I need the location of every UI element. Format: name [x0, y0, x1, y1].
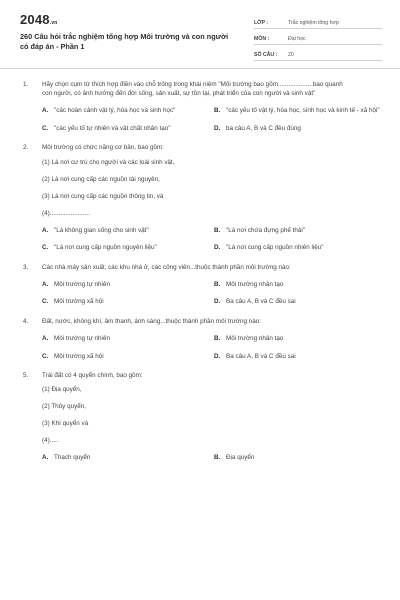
question-stem [23, 317, 380, 326]
option-text: Môi trường nhân tạo [226, 280, 284, 288]
option-d[interactable] [214, 244, 380, 253]
option-text: "các yếu tố tự nhiên và vật chất nhân tạo" [54, 124, 171, 132]
option-text: "Là không gian sống cho sinh vật" [54, 226, 149, 234]
option-letter: C. [42, 352, 49, 360]
option-letter: C. [42, 124, 49, 132]
option-b[interactable] [214, 227, 380, 236]
question-sub-item: (1) Địa quyển, [42, 386, 82, 394]
question-text: Đất, nước, không khí, âm thanh, ánh sáng...thuộc thành phần môi trường nào: [42, 317, 262, 325]
question-sub-item: (4)..... [42, 437, 59, 445]
question-sub-item: (3) Khí quyển và [42, 420, 89, 428]
question-1 [23, 80, 380, 133]
option-text: Ba câu A, B và C đều sai [226, 298, 296, 306]
meta-table [254, 15, 382, 63]
site-logo[interactable] [20, 12, 235, 27]
option-letter: A. [42, 335, 49, 343]
question-sub-item: (1) Là nơi cư trú cho người và các loài sinh vật, [42, 158, 175, 166]
option-grid [42, 454, 380, 463]
option-letter: D. [214, 298, 221, 306]
option-d[interactable] [214, 125, 380, 134]
option-a[interactable] [42, 454, 208, 463]
option-text: Địa quyển [226, 454, 255, 462]
brand-block [20, 12, 235, 63]
worksheet-header [20, 12, 382, 63]
option-text: Môi trường xã hội [54, 298, 104, 306]
question-sub-item: (4)....................... [42, 209, 90, 217]
option-b[interactable] [214, 454, 380, 463]
option-letter: A. [42, 226, 49, 234]
option-letter: D. [214, 244, 221, 252]
meta-key: LỚP : [254, 20, 269, 26]
question-sub-item: (2) Là nơi cung cấp các nguồn tài nguyên, [42, 175, 160, 183]
meta-key: MÔN : [254, 36, 270, 42]
option-grid [42, 227, 380, 253]
meta-value: Trắc nghiệm tổng hợp [288, 20, 339, 26]
option-c[interactable] [42, 244, 208, 253]
option-b[interactable] [214, 335, 380, 344]
option-text: Môi trường tự nhiên [54, 335, 110, 343]
option-text: "Là nơi cung cấp nguồn nhiên liệu" [226, 244, 324, 252]
question-text: Trái đất có 4 quyển chính, bao gồm: [42, 372, 143, 380]
option-d[interactable] [214, 353, 380, 362]
option-letter: B. [214, 454, 221, 462]
meta-value: 20 [288, 52, 294, 58]
option-grid [42, 281, 380, 307]
option-text: ba câu A, B và C đều đúng [226, 124, 301, 132]
option-text: "các yếu tố vật lý, hóa học, sinh học và kinh tế - xã hội" [226, 107, 380, 115]
question-stem [23, 143, 380, 152]
question-text: Hãy chọn cụm từ thích hợp điền vào chỗ trống trong khái niệm "Môi trường bao gồm....................bao quanh con người, có ảnh hưởng đến đời sống, sản xuất, sự tồn tại, phát triển của con người và sinh vật" [42, 81, 343, 98]
question-sub-item: (2) Thủy quyển, [42, 403, 86, 411]
question-number: 3. [23, 263, 29, 271]
question-list [0, 80, 400, 473]
option-letter: B. [214, 226, 221, 234]
question-text: Môi trường có chức năng cơ bản, bao gồm: [42, 144, 165, 152]
question-stem [23, 80, 380, 98]
option-letter: A. [42, 280, 49, 288]
option-a[interactable] [42, 335, 208, 344]
option-letter: D. [214, 352, 221, 360]
logo-main-text: 2048 [20, 12, 50, 27]
option-letter: D. [214, 124, 221, 132]
option-letter: A. [42, 454, 49, 462]
option-text: Thạch quyển [54, 454, 91, 462]
option-a[interactable] [42, 281, 208, 290]
option-letter: C. [42, 244, 49, 252]
option-text: Ba câu A, B và C đều sai [226, 352, 296, 360]
option-text: Môi trường xã hội [54, 352, 104, 360]
option-d[interactable] [214, 298, 380, 307]
meta-value: Đại học [288, 36, 306, 42]
meta-key: SỐ CÂU : [254, 52, 278, 58]
option-grid [42, 335, 380, 361]
option-c[interactable] [42, 125, 208, 134]
option-text: Môi trường nhân tạo [226, 335, 284, 343]
question-number: 4. [23, 317, 29, 325]
question-5 [23, 371, 380, 463]
option-letter: A. [42, 107, 49, 115]
option-a[interactable] [42, 227, 208, 236]
option-letter: B. [214, 107, 221, 115]
question-text: Các nhà máy sản xuất, các khu nhà ở, các công viên...thuộc thành phần môi trường nào: [42, 263, 291, 271]
question-4 [23, 317, 380, 361]
option-text: Môi trường tự nhiên [54, 280, 110, 288]
option-grid [42, 107, 380, 133]
option-a[interactable] [42, 107, 208, 116]
meta-row-count [254, 47, 382, 61]
option-c[interactable] [42, 353, 208, 362]
option-text: "Là nơi chứa đựng phế thải" [226, 226, 306, 234]
question-number: 1. [23, 81, 29, 88]
question-stem [23, 371, 380, 380]
logo-suffix-text: .vn [49, 20, 58, 26]
option-letter: B. [214, 335, 221, 343]
question-stem [23, 263, 380, 272]
option-b[interactable] [214, 107, 380, 116]
option-c[interactable] [42, 298, 208, 307]
document-title: 260 Câu hỏi trắc nghiệm tổng hợp Môi trường và con người có đáp án - Phần 1 [20, 32, 229, 51]
option-letter: B. [214, 280, 221, 288]
question-2 [23, 143, 380, 252]
option-text: "các hoàn cảnh vật lý, hóa học và sinh học" [54, 107, 176, 115]
question-sub-item: (3) Là nơi cung cấp các nguồn thông tin, và [42, 192, 164, 200]
option-text: "Là nơi cung cấp nguồn nguyên liệu" [54, 244, 157, 252]
question-3 [23, 263, 380, 307]
option-letter: C. [42, 298, 49, 306]
meta-row-subject [254, 31, 382, 45]
meta-row-class [254, 15, 382, 29]
question-number: 2. [23, 144, 29, 152]
header-divider [0, 68, 400, 69]
option-b[interactable] [214, 281, 380, 290]
question-number: 5. [23, 372, 29, 380]
